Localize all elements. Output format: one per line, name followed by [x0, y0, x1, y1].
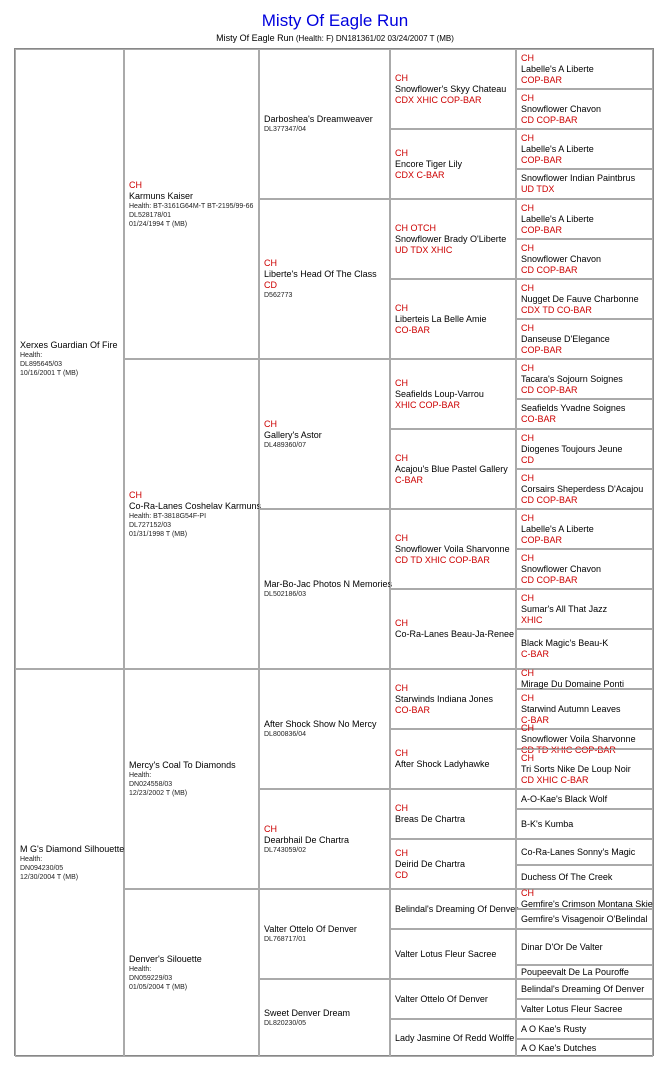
- title-suffix: CDX C-BAR: [395, 169, 445, 180]
- dog-detail: DL743059/02: [264, 846, 307, 854]
- dog-name: Darboshea's Dreamweaver: [264, 114, 373, 124]
- dog-name: Tri Sorts Nike De Loup Noir: [521, 763, 631, 774]
- page-title: Misty Of Eagle Run: [261, 11, 409, 30]
- pedigree-chart: [14, 48, 654, 1056]
- pedigree-cell-g1: [15, 49, 124, 669]
- dog-name: Mercy's Coal To Diamonds: [129, 760, 236, 770]
- dog-name: Xerxes Guardian Of Fire: [20, 340, 118, 350]
- dog-name: Snowflower Brady O'Liberte: [395, 233, 507, 244]
- title-prefix: CH: [521, 202, 534, 213]
- dog-name: Mar-Bo-Jac Photos N Memories: [264, 579, 393, 589]
- pedigree-cell-g5: [516, 839, 653, 865]
- dog-name: Corsairs Sheperdess D'Acajou: [521, 483, 644, 494]
- title-suffix: UD TDX XHIC: [395, 244, 453, 255]
- dog-name: Co-Ra-Lanes Sonny's Magic: [521, 846, 636, 857]
- dog-detail: DL800836/04: [264, 731, 307, 738]
- pedigree-cell-g2: [124, 49, 259, 359]
- pedigree-cell-g4: [390, 1019, 516, 1057]
- title-suffix: COP-BAR: [521, 344, 563, 355]
- title-prefix: CH: [521, 512, 534, 523]
- title-suffix: CD TD XHIC COP-BAR: [521, 744, 616, 755]
- title-prefix: CH: [521, 362, 534, 373]
- pedigree-cell-g4: [390, 889, 519, 929]
- dog-name: After Shock Show No Mercy: [264, 719, 377, 729]
- title-prefix: CH: [521, 242, 534, 253]
- pedigree-cell-g5: [516, 999, 653, 1019]
- dog-name: Mirage Du Domaine Ponti: [521, 679, 625, 689]
- title-suffix: CO-BAR: [395, 704, 431, 715]
- title-prefix: CH: [521, 92, 534, 103]
- title-suffix: CD XHIC C-BAR: [521, 774, 589, 785]
- dog-detail: DL727152/03: [129, 521, 172, 529]
- subject-name: Misty Of Eagle Run: [216, 33, 294, 43]
- dog-name: Snowflower Chavon: [521, 103, 602, 114]
- dog-detail: DL377347/04: [264, 126, 307, 133]
- title-suffix: CDX TD CO-BAR: [521, 304, 592, 315]
- pedigree-cell-g4: [390, 279, 516, 359]
- pedigree-cell-g5: [516, 1039, 653, 1057]
- title-prefix: CH: [521, 592, 534, 603]
- pedigree-cell-g3: [259, 889, 390, 979]
- pedigree-cell-g3: [259, 669, 390, 789]
- title-suffix: CD COP-BAR: [521, 494, 578, 505]
- pedigree-cell-g5: [516, 549, 653, 589]
- title-suffix: CO-BAR: [521, 414, 557, 424]
- pedigree-cell-g2: [124, 669, 259, 889]
- dog-name: Dinar D'Or De Valter: [521, 941, 603, 952]
- dog-detail: Health:: [129, 966, 152, 973]
- title-prefix: CH: [521, 722, 534, 733]
- title-suffix: XHIC: [521, 614, 543, 625]
- dog-name: Acajou's Blue Pastel Gallery: [395, 463, 508, 474]
- dog-detail: DN024558/03: [129, 781, 173, 788]
- dog-detail: Health: BT-3161G64M-T BT-2195/99-66: [129, 202, 254, 210]
- dog-name: Snowflower's Skyy Chateau: [395, 83, 507, 94]
- dog-name: Karmuns Kaiser: [129, 190, 194, 201]
- dog-name: Denver's Silouette: [129, 954, 202, 964]
- title-prefix: CH: [521, 322, 534, 333]
- dog-name: A O Kae's Dutches: [521, 1042, 597, 1053]
- title-suffix: CD COP-BAR: [521, 574, 578, 585]
- pedigree-cell-g5: [516, 319, 653, 359]
- dog-name: Sweet Denver Dream: [264, 1008, 351, 1018]
- pedigree-cell-g3: [259, 789, 390, 889]
- title-prefix: CH: [395, 803, 408, 813]
- title-prefix: CH: [521, 132, 534, 143]
- title-suffix: COP-BAR: [521, 154, 563, 165]
- pedigree-cell-g5: [516, 469, 653, 509]
- dog-name: Diogenes Toujours Jeune: [521, 443, 623, 454]
- pedigree-cell-g2: [124, 889, 259, 1057]
- pedigree-cell-g5: [516, 199, 653, 239]
- dog-detail: Health:: [129, 772, 152, 779]
- dog-name: Co-Ra-Lanes Beau-Ja-Renee: [395, 629, 515, 639]
- dog-detail: DL502186/03: [264, 591, 307, 598]
- dog-name: After Shock Ladyhawke: [395, 759, 490, 769]
- pedigree-cell-g4: [390, 669, 516, 729]
- subject-info: (Health: F) DN181361/02 03/24/2007 T (MB): [295, 34, 454, 43]
- dog-name: Snowflower Chavon: [521, 563, 602, 574]
- dog-name: Gemfire's Crimson Montana Skie: [521, 899, 653, 909]
- dog-name: A O Kae's Rusty: [521, 1023, 587, 1034]
- dog-name: Belindal's Dreaming Of Denver: [395, 903, 519, 914]
- pedigree-cell-g5: [516, 1019, 653, 1039]
- title-prefix: CH: [395, 452, 408, 463]
- dog-name: Deirid De Chartra: [395, 858, 466, 869]
- pedigree-cell-g5: [516, 629, 653, 669]
- dog-name: Snowflower Chavon: [521, 253, 602, 264]
- title-suffix: CD COP-BAR: [521, 114, 578, 125]
- title-suffix: CD COP-BAR: [521, 264, 578, 275]
- dog-name: Tacara's Sojourn Soignes: [521, 373, 623, 384]
- dog-detail: Health:: [20, 352, 43, 359]
- pedigree-cell-g5: [516, 49, 653, 89]
- dog-detail: 01/24/1994 T (MB): [129, 220, 188, 228]
- title-prefix: CH: [395, 682, 408, 693]
- title-prefix: CH: [129, 489, 142, 500]
- dog-name: M G's Diamond Silhouette: [20, 844, 125, 854]
- dog-name: Starwind Autumn Leaves: [521, 703, 621, 714]
- pedigree-cell-g3: [259, 979, 390, 1057]
- dog-name: Snowflower Indian Paintbrus: [521, 173, 636, 183]
- dog-name: Labelle's A Liberte: [521, 523, 594, 534]
- dog-detail: 12/30/2004 T (MB): [20, 874, 79, 881]
- dog-name: Starwinds Indiana Jones: [395, 693, 494, 704]
- dog-name: Belindal's Dreaming Of Denver: [521, 983, 645, 994]
- pedigree-cell-g4: [390, 979, 516, 1019]
- title-prefix: CH: [395, 72, 408, 83]
- title-prefix: CH: [395, 748, 408, 758]
- dog-detail: Health: BT-3818G54F-PI: [129, 512, 207, 520]
- pedigree-cell-g5: [516, 359, 653, 399]
- pedigree-cell-g5: [516, 809, 653, 839]
- title-suffix: CDX XHIC COP-BAR: [395, 94, 482, 105]
- dog-detail: DN059229/03: [129, 975, 173, 982]
- pedigree-cell-g3: [259, 49, 390, 199]
- pedigree-cell-g5: [516, 669, 653, 689]
- pedigree-cell-g5: [516, 429, 653, 469]
- title-prefix: CH: [264, 258, 277, 268]
- dog-name: A-O-Kae's Black Wolf: [521, 793, 608, 804]
- title-suffix: C-BAR: [521, 714, 550, 725]
- pedigree-cell-g4: [390, 509, 516, 589]
- title-prefix: CH: [395, 532, 408, 543]
- title-prefix: CH: [521, 692, 534, 703]
- dog-name: Breas De Chartra: [395, 814, 466, 824]
- dog-name: Co-Ra-Lanes Coshelav Karmuns: [129, 500, 262, 511]
- title-prefix: CH: [395, 618, 408, 628]
- dog-detail: DN094230/05: [20, 865, 64, 872]
- title-suffix: C-BAR: [395, 474, 424, 485]
- pedigree-cell-g5: [516, 589, 653, 629]
- dog-detail: DL528178/01: [129, 211, 172, 219]
- title-prefix: CH: [521, 282, 534, 293]
- title-prefix: CH: [264, 823, 277, 834]
- title-prefix: CH: [129, 179, 142, 190]
- pedigree-cell-g3: [259, 509, 393, 669]
- title-prefix: CH: [521, 472, 534, 483]
- pedigree-cell-g5: [516, 865, 653, 889]
- pedigree-cell-g5: [516, 129, 653, 169]
- dog-name: Dearbhail De Chartra: [264, 834, 350, 845]
- pedigree-cell-g4: [390, 789, 516, 839]
- pedigree-cell-g2: [124, 359, 262, 669]
- pedigree-cell-g4: [390, 839, 516, 889]
- dog-name: Seafields Yvadne Soignes: [521, 403, 626, 413]
- title-prefix: CH: [264, 418, 277, 429]
- title-suffix: CD: [395, 869, 408, 880]
- title-suffix: CD COP-BAR: [521, 384, 578, 395]
- dog-name: Nugget De Fauve Charbonne: [521, 293, 639, 304]
- dog-detail: DL820230/05: [264, 1020, 307, 1027]
- dog-name: Poupeevalt De La Pouroffe: [521, 966, 629, 977]
- dog-detail: 10/16/2001 T (MB): [20, 370, 79, 377]
- dog-detail: DL489360/07: [264, 441, 307, 449]
- pedigree-cell-g3: [259, 199, 390, 359]
- dog-name: B-K's Kumba: [521, 818, 574, 829]
- title-prefix: CH: [521, 668, 534, 678]
- title-suffix: XHIC COP-BAR: [395, 399, 461, 410]
- title-suffix: UD TDX: [521, 184, 555, 194]
- dog-name: Valter Ottelo Of Denver: [395, 993, 488, 1004]
- pedigree-cell-g4: [390, 729, 516, 789]
- dog-name: Seafields Loup-Varrou: [395, 388, 484, 399]
- dog-name: Danseuse D'Elegance: [521, 333, 610, 344]
- dog-name: Gallery's Astor: [264, 429, 322, 440]
- pedigree-cell-g4: [390, 359, 516, 429]
- dog-name: Valter Ottelo Of Denver: [264, 924, 357, 934]
- dog-name: Labelle's A Liberte: [521, 213, 594, 224]
- title-prefix: CH: [521, 752, 534, 763]
- title-suffix: COP-BAR: [521, 534, 563, 545]
- dog-name: Lady Jasmine Of Redd Wolffe: [395, 1032, 515, 1043]
- pedigree-cell-g5: [516, 89, 653, 129]
- title-suffix: CD TD XHIC COP-BAR: [395, 554, 490, 565]
- subject-line: [0, 32, 670, 44]
- dog-detail: 12/23/2002 T (MB): [129, 790, 188, 797]
- title-prefix: CH: [395, 377, 408, 388]
- title-prefix: CH: [395, 147, 408, 158]
- pedigree-cell-g5: [516, 789, 653, 809]
- pedigree-cell-g5: [516, 399, 653, 429]
- title-prefix: CH: [395, 302, 408, 313]
- dog-name: Encore Tiger Lily: [395, 158, 463, 169]
- pedigree-cell-g5: [516, 929, 653, 965]
- dog-name: Valter Lotus Fleur Sacree: [521, 1003, 623, 1014]
- dog-name: Gemfire's Visagenoir O'Belindal: [521, 913, 648, 924]
- title-suffix: CO-BAR: [395, 324, 431, 335]
- pedigree-cell-g5: [516, 749, 653, 789]
- title-suffix: CD: [521, 454, 534, 465]
- title-suffix: COP-BAR: [521, 224, 563, 235]
- pedigree-cell-g3: [259, 359, 390, 509]
- dog-name: Valter Lotus Fleur Sacree: [395, 948, 497, 959]
- title-prefix: CH: [521, 432, 534, 443]
- dog-name: Snowflower Voila Sharvonne: [521, 733, 636, 744]
- title-prefix: CH: [521, 888, 534, 898]
- pedigree-cell-g4: [390, 589, 516, 669]
- pedigree-cell-g5: [516, 965, 653, 979]
- dog-detail: Health:: [20, 856, 43, 863]
- pedigree-cell-g5: [516, 279, 653, 319]
- pedigree-cell-g4: [390, 429, 516, 509]
- title-suffix: CD: [264, 280, 277, 290]
- dog-detail: 01/05/2004 T (MB): [129, 984, 188, 991]
- dog-name: Liberte's Head Of The Class: [264, 269, 377, 279]
- title-suffix: C-BAR: [521, 649, 550, 659]
- dog-name: Labelle's A Liberte: [521, 63, 594, 74]
- pedigree-cell-g4: [390, 199, 516, 279]
- dog-name: Liberteis La Belle Amie: [395, 313, 487, 324]
- pedigree-cell-g5: [516, 979, 653, 999]
- dog-name: Labelle's A Liberte: [521, 143, 594, 154]
- pedigree-cell-g1: [15, 669, 124, 1057]
- title-prefix: CH: [521, 552, 534, 563]
- dog-detail: DL768717/01: [264, 936, 307, 943]
- title-prefix: CH: [395, 847, 408, 858]
- dog-name: Duchess Of The Creek: [521, 871, 613, 882]
- dog-detail: 01/31/1998 T (MB): [129, 530, 188, 538]
- pedigree-cell-g4: [390, 49, 516, 129]
- pedigree-cell-g4: [390, 129, 516, 199]
- dog-name: Snowflower Voila Sharvonne: [395, 543, 510, 554]
- title-prefix: CH OTCH: [395, 222, 436, 233]
- title-prefix: CH: [521, 52, 534, 63]
- pedigree-cell-g5: [516, 169, 653, 199]
- dog-name: Sumar's All That Jazz: [521, 603, 608, 614]
- pedigree-cell-g5: [516, 509, 653, 549]
- pedigree-cell-g5: [516, 909, 653, 929]
- pedigree-cell-g4: [390, 929, 516, 979]
- pedigree-cell-g5: [516, 722, 653, 755]
- pedigree-cell-g5: [516, 889, 653, 909]
- title-suffix: COP-BAR: [521, 74, 563, 85]
- dog-detail: D562773: [264, 292, 293, 299]
- pedigree-cell-g5: [516, 239, 653, 279]
- dog-name: Black Magic's Beau-K: [521, 638, 609, 648]
- dog-detail: DL895645/03: [20, 361, 63, 368]
